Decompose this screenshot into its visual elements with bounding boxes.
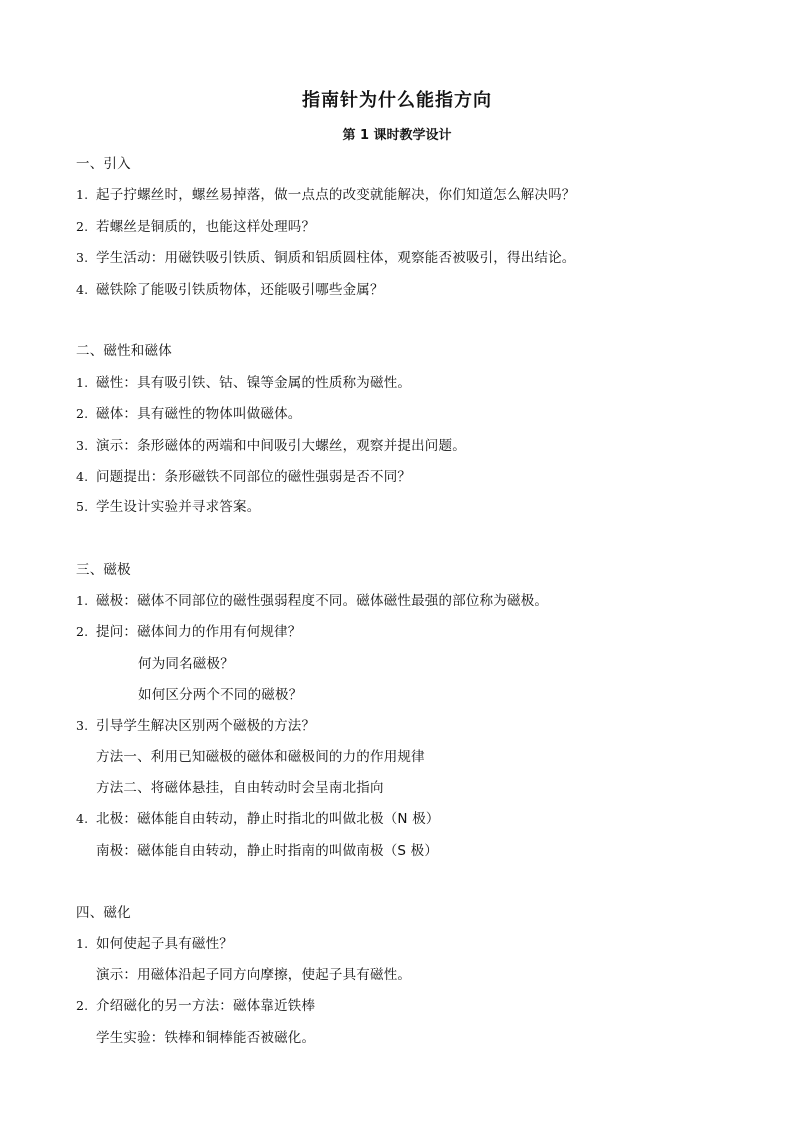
item-text: 问题提出：条形磁铁不同部位的磁性强弱是否不同？ [96, 469, 412, 485]
item-text: 磁体：具有磁性的物体叫做磁体。 [96, 406, 302, 422]
method-line: 方法一、利用已知磁极的磁体和磁极间的力的作用规律 [96, 749, 425, 765]
experiment-line: 学生实验：铁棒和铜棒能否被磁化。 [96, 1030, 316, 1046]
item-text: 学生活动：用磁铁吸引铁质、铜质和铝质圆柱体，观察能否被吸引，得出结论。 [96, 250, 576, 266]
list-item [76, 374, 411, 392]
item-number: 1. [76, 375, 89, 390]
item-text: 学生设计实验并寻求答案。 [96, 499, 261, 515]
page-title: 指南针为什么能指方向 [302, 90, 492, 111]
list-item [76, 997, 315, 1015]
item-text: 引导学生解决区别两个磁极的方法？ [96, 718, 316, 734]
list-item [76, 218, 315, 236]
item-text: 磁铁除了能吸引铁质物体，还能吸引哪些金属？ [96, 282, 384, 298]
item-number: 2. [76, 624, 89, 639]
section-heading-intro: 一、引入 [76, 156, 131, 172]
sub-question: 何为同名磁极？ [138, 656, 234, 672]
item-text: 演示：条形磁体的两端和中间吸引大螺丝，观察并提出问题。 [96, 438, 466, 454]
item-text: 起子拧螺丝时，螺丝易掉落，做一点点的改变就能解决，你们知道怎么解决吗？ [96, 187, 576, 203]
item-text: 提问：磁体间力的作用有何规律？ [96, 624, 302, 640]
list-item [76, 437, 466, 455]
definition-line: 南极：磁体能自由转动，静止时指南的叫做南极（S 极） [96, 843, 439, 859]
list-item [76, 405, 302, 423]
list-item [76, 281, 384, 299]
item-text: 磁极：磁体不同部位的磁性强弱程度不同。磁体磁性最强的部位称为磁极。 [96, 593, 549, 609]
page-subtitle: 第 1 课时教学设计 [342, 128, 452, 143]
list-item [76, 810, 440, 828]
list-item [76, 249, 576, 267]
list-item [76, 717, 315, 735]
item-number: 2. [76, 219, 89, 234]
list-item [76, 186, 576, 204]
item-number: 1. [76, 593, 89, 608]
list-item [76, 468, 411, 486]
item-number: 4. [76, 811, 89, 826]
list-item [76, 623, 302, 641]
item-number: 2. [76, 406, 89, 421]
method-line: 方法二、将磁体悬挂，自由转动时会呈南北指向 [96, 780, 384, 796]
sub-question: 如何区分两个不同的磁极？ [138, 687, 303, 703]
item-text: 磁性：具有吸引铁、钴、镍等金属的性质称为磁性。 [96, 375, 412, 391]
item-number: 1. [76, 936, 89, 951]
section-heading-poles: 三、磁极 [76, 562, 131, 578]
item-number: 3. [76, 250, 89, 265]
item-number: 2. [76, 998, 89, 1013]
demo-line: 演示：用磁体沿起子同方向摩擦，使起子具有磁性。 [96, 967, 412, 983]
section-heading-magnetism: 二、磁性和磁体 [76, 343, 172, 359]
item-number: 3. [76, 438, 89, 453]
item-text: 如何使起子具有磁性？ [96, 936, 233, 952]
item-text: 若螺丝是铜质的，也能这样处理吗？ [96, 219, 316, 235]
section-heading-magnetization: 四、磁化 [76, 905, 131, 921]
item-number: 3. [76, 718, 89, 733]
list-item [76, 498, 260, 516]
item-text: 介绍磁化的另一方法：磁体靠近铁棒 [96, 998, 316, 1014]
item-number: 5. [76, 499, 89, 514]
list-item [76, 592, 548, 610]
item-number: 1. [76, 187, 89, 202]
item-number: 4. [76, 282, 89, 297]
list-item [76, 935, 233, 953]
item-number: 4. [76, 469, 89, 484]
item-text: 北极：磁体能自由转动，静止时指北的叫做北极（N 极） [96, 811, 440, 827]
